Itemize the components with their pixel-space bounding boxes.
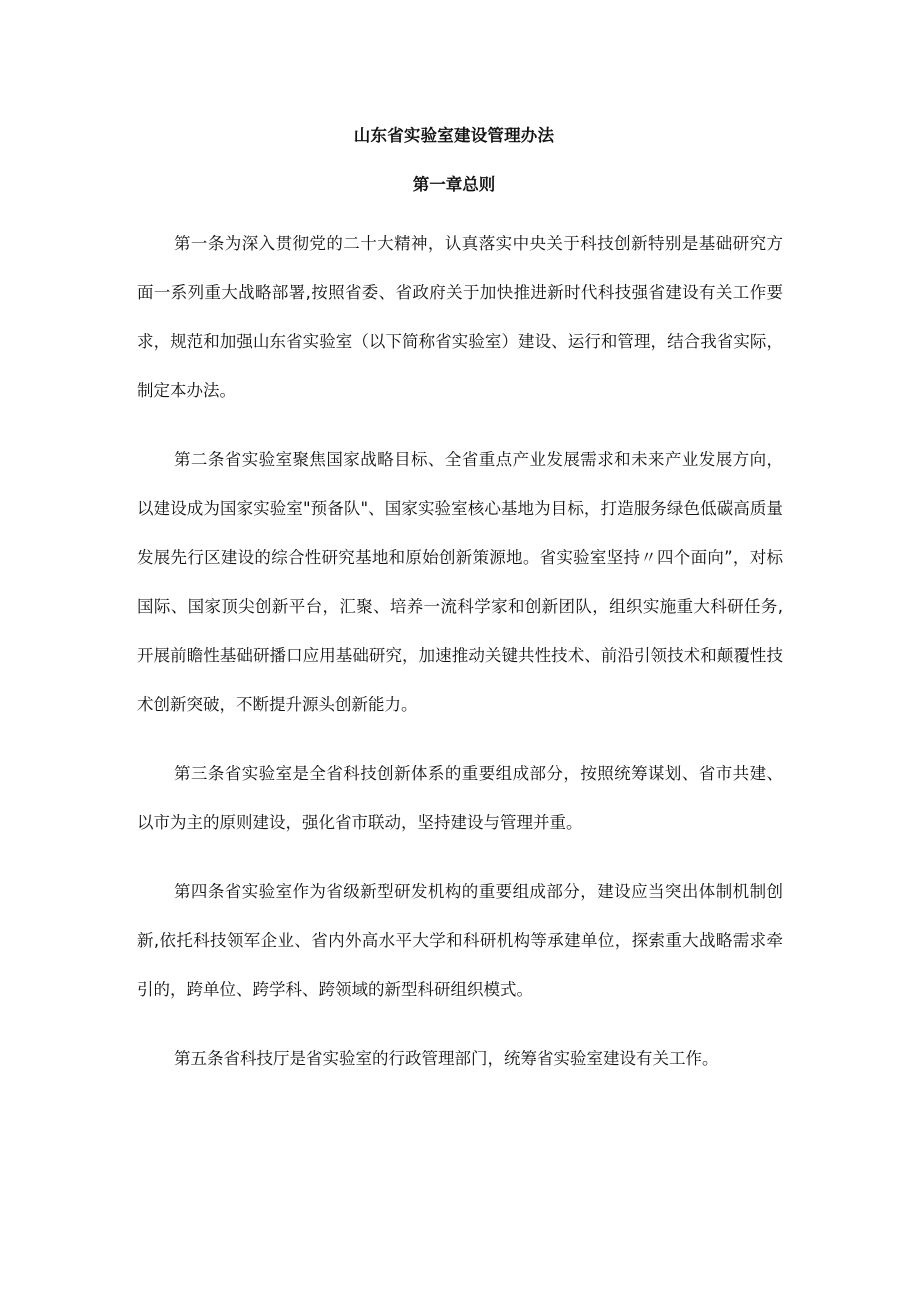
article-5-paragraph: 第五条省科技厅是省实验室的行政管理部门，统筹省实验室建设有关工作。	[174, 1049, 719, 1068]
article-2-paragraph: 第二条省实验室聚焦国家战略目标、全省重点产业发展需求和未来产业发展方向，以建设成为国家实验室"预备队"、国家实验室核心基地为目标，打造服务绿色低碳高质量发展先行区建设的综合性研究基地和原始创新策源地。省实验室坚持〃四个面向”，对标国际、国家顶尖创新平台，汇聚、培养一流科学家和创新团队，组织实施重大科研任务,开展前瞻性基础研播口应用基础研究，加速推动关键共性技术、前沿引领技术和颠覆性技术创新突破，不断提升源头创新能力。	[137, 450, 783, 714]
article-1-paragraph: 第一条为深入贯彻党的二十大精神，认真落实中央关于科技创新特别是基础研究方面一系列重大战略部署,按照省委、省政府关于加快推进新时代科技强省建设有关工作要求，规范和加强山东省实验室（以下简称省实验室）建设、运行和管理，结合我省实际，制定本办法。	[137, 234, 783, 400]
document-body	[137, 219, 783, 1103]
article-3-paragraph: 第三条省实验室是全省科技创新体系的重要组成部分，按照统筹谋划、省市共建、以市为主的原则建设，强化省市联动，坚持建设与管理并重。	[137, 764, 783, 832]
chapter-heading: 第一章总则	[412, 175, 496, 194]
document-title: 山东省实验室建设管理办法	[353, 126, 555, 145]
article-4-paragraph: 第四条省实验室作为省级新型研发机构的重要组成部分，建设应当突出体制机制创新,依托科技领军企业、省内外高水平大学和科研机构等承建单位，探索重大战略需求牵引的，跨单位、跨学科、跨领域的新型科研组织模式。	[137, 882, 783, 999]
